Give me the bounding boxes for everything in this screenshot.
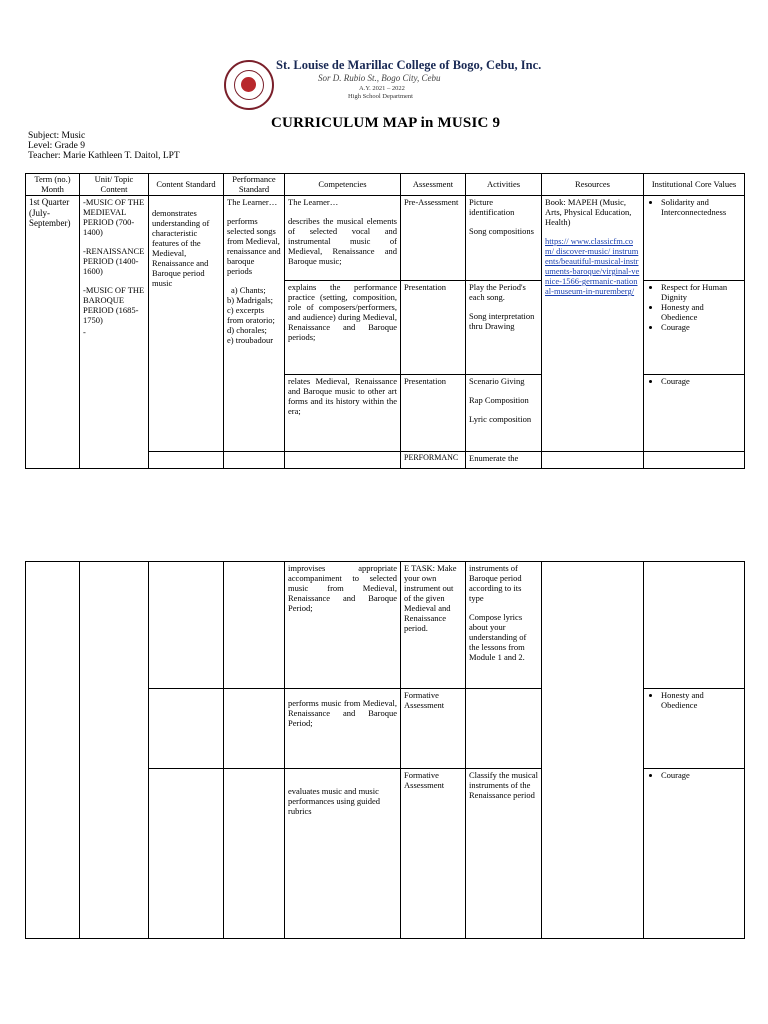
core-value: • Honesty and Obedience <box>661 690 741 710</box>
competency-cell <box>285 196 401 281</box>
activity-item: instruments of Baroque period according to its type <box>469 563 522 604</box>
activity-item: Song compositions <box>469 226 534 237</box>
core-values-cell <box>644 769 745 939</box>
table-row <box>26 196 745 281</box>
assessment-cell: Presentation <box>401 375 466 452</box>
col-content-standard: Content Standard <box>149 174 224 196</box>
core-value: • Honesty and Obedience <box>661 302 741 322</box>
table-row <box>26 562 745 689</box>
col-term: Term (no.) Month <box>26 174 80 196</box>
perf-madrigals: b) Madrigals; <box>227 295 274 306</box>
core-value: • Courage <box>661 322 741 332</box>
competency-text: evaluates music and music performances using guided rubrics <box>288 786 381 817</box>
assessment-cell: Pre-Assessment <box>401 196 466 281</box>
col-unit: Unit/ Topic Content <box>80 174 149 196</box>
core-values-cell <box>644 281 745 375</box>
core-value: • Courage <box>661 376 741 386</box>
unit-renaissance: -RENAISSANCE PERIOD (1400-1600) <box>83 246 145 277</box>
activity-item: Lyric composition <box>469 414 532 425</box>
unit-cell <box>80 196 149 469</box>
assessment-cell: Presentation <box>401 281 466 375</box>
subject-line: Subject: Music <box>28 131 86 141</box>
core-value: • Respect for Human Dignity <box>661 282 741 302</box>
activities-cell: Classify the musical instruments of the Renaissance period <box>466 769 542 939</box>
core-values-cell <box>644 375 745 452</box>
competency-cell: relates Medieval, Renaissance and Baroque music to other art forms and its history within the era; <box>285 375 401 452</box>
perf-troubadour: e) troubadour <box>227 335 274 346</box>
content-standard-text: demonstrates understanding of characteristic features of the Medieval, Renaissance and Baroque period music <box>152 208 210 289</box>
core-values-cell <box>644 689 745 769</box>
unit-baroque: -MUSIC OF THE BAROQUE PERIOD (1685-1750) <box>83 285 145 326</box>
assessment-cell: Formative Assessment <box>401 769 466 939</box>
perf-chants: a) Chants; <box>231 285 266 296</box>
resource-book: Book: MAPEH (Music, Arts, Physical Education, Health) <box>545 197 632 228</box>
school-address: Sor D. Rubio St., Bogo City, Cebu <box>318 73 441 83</box>
school-name: St. Louise de Marillac College of Bogo, Cebu, Inc. <box>276 58 542 72</box>
col-core-values: Institutional Core Values <box>644 174 745 196</box>
curriculum-table-page1 <box>25 173 745 469</box>
header-row <box>26 174 745 196</box>
col-competencies: Competencies <box>285 174 401 196</box>
activity-item: Picture identification <box>469 197 515 218</box>
competency-cell <box>285 689 401 769</box>
empty-cell <box>285 452 401 469</box>
empty-cell <box>149 562 224 689</box>
empty-cell <box>542 452 644 469</box>
activities-cell <box>466 196 542 281</box>
activity-item: Compose lyrics about your understanding of the lessons from Module 1 and 2. <box>469 612 527 663</box>
content-standard-cell <box>149 196 224 452</box>
school-seal <box>224 60 274 110</box>
curriculum-table-page2 <box>25 561 745 939</box>
seal-emblem <box>241 77 256 92</box>
competency-intro: The Learner… <box>288 197 339 207</box>
core-values-cell <box>644 196 745 281</box>
activities-cell: Enumerate the <box>466 452 542 469</box>
competency-cell <box>285 769 401 939</box>
perf-text: performs selected songs from Medieval, renaissance and baroque periods <box>227 216 281 277</box>
perf-intro: The Learner… <box>227 197 278 207</box>
unit-dash: - <box>83 327 86 338</box>
empty-cell <box>149 689 224 769</box>
level-line: Level: Grade 9 <box>28 141 85 151</box>
perf-oratorio: c) excerpts from oratorio; <box>227 305 275 326</box>
unit-medieval: -MUSIC OF THE MEDIEVAL PERIOD (700-1400) <box>83 197 145 238</box>
unit-cell <box>80 562 149 939</box>
competency-text: describes the musical elements of selected vocal and instrumental music of Medieval, Renaissance and Baroque music; <box>288 216 397 267</box>
resources-cell <box>542 196 644 452</box>
teacher-line: Teacher: Marie Kathleen T. Daitol, LPT <box>28 151 180 161</box>
empty-cell <box>466 689 542 769</box>
activities-cell <box>466 375 542 452</box>
resources-cell <box>542 562 644 939</box>
assessment-cell: PERFORMANC <box>401 452 466 469</box>
col-performance-standard: Performance Standard <box>224 174 285 196</box>
empty-cell <box>149 452 224 469</box>
activity-item: Song interpretation thru Drawing <box>469 311 535 332</box>
academic-year: A.Y. 2021 – 2022 <box>359 85 405 92</box>
activity-item: Play the Period's each song. <box>469 282 526 303</box>
core-value: • Solidarity and Interconnectedness <box>661 197 741 217</box>
empty-cell <box>224 769 285 939</box>
empty-cell <box>224 562 285 689</box>
col-activities: Activities <box>466 174 542 196</box>
activity-item: Rap Composition <box>469 395 529 406</box>
competency-cell: explains the performance practice (setting, composition, role of composers/performers, and audience) during Medieval, Renaissance and Baroque periods; <box>285 281 401 375</box>
activity-item: Scenario Giving <box>469 376 525 386</box>
core-values-cell <box>644 562 745 689</box>
term-cell: 1st Quarter (July-September) <box>26 196 80 469</box>
empty-cell <box>224 452 285 469</box>
seal-inner-ring <box>234 70 264 100</box>
col-resources: Resources <box>542 174 644 196</box>
core-value: • Courage <box>661 770 741 780</box>
activities-cell <box>466 281 542 375</box>
perf-chorales: d) chorales; <box>227 325 267 336</box>
competency-text: performs music from Medieval, Renaissance and Baroque Period; <box>288 698 397 729</box>
performance-standard-cell <box>224 196 285 452</box>
resource-link[interactable]: https:// www.classicfm.com/ discover-music/ instruments/beautiful-musical-instruments-baroque/virginal-venice-1566-germanic-national-museum-in-nuremberg/ <box>545 236 640 297</box>
page-title: CURRICULUM MAP in MUSIC 9 <box>271 115 501 131</box>
empty-cell <box>149 769 224 939</box>
empty-cell <box>644 452 745 469</box>
empty-cell <box>224 689 285 769</box>
competency-cell: improvises appropriate accompaniment to selected music from Medieval, Renaissance and Baroque Period; <box>285 562 401 689</box>
term-cell <box>26 562 80 939</box>
assessment-cell: Formative Assessment <box>401 689 466 769</box>
department: High School Department <box>348 93 413 100</box>
activities-cell <box>466 562 542 689</box>
col-assessment: Assessment <box>401 174 466 196</box>
assessment-cell: E TASK: Make your own instrument out of the given Medieval and Renaissance period. <box>401 562 466 689</box>
